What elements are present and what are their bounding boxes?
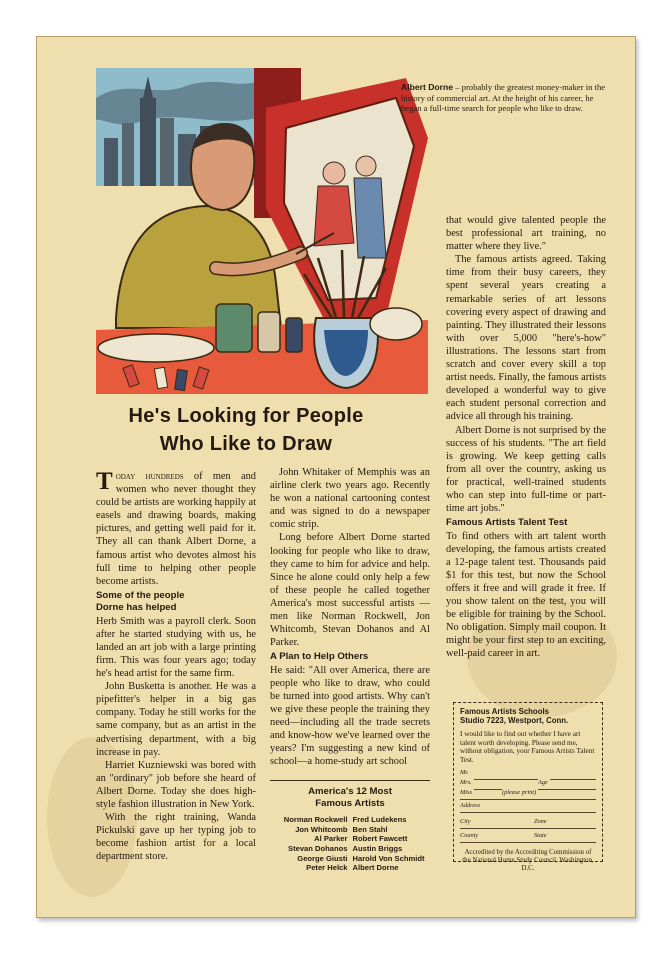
famous-artists-box xyxy=(270,780,430,873)
artists-title-line-2: Famous Artists xyxy=(315,797,385,809)
subheading: Famous Artists Talent Test xyxy=(446,517,568,529)
drop-cap: T xyxy=(96,468,113,495)
artist-name: George Giusti xyxy=(297,853,348,863)
coupon-label-city: City xyxy=(460,816,473,828)
artists-names xyxy=(270,815,430,873)
paragraph: Long before Albert Dorne started looking for people who like to draw, they came to him for advice and help. Since he alone could only help a few of these people he called together America's most successful artists —men like Norman Rockwell, Jon Whitcomb, Stevan Dohanos and Al Parker. xyxy=(270,532,430,649)
coupon-field-miss[interactable] xyxy=(460,790,596,800)
paragraph: Herb Smith was a payroll clerk. Soon after he started studying with us, he landed an art job with a large printing firm. This was four years ago; today he's head artist for the same firm. xyxy=(96,615,256,680)
article-column-1 xyxy=(96,470,256,863)
coupon-label-miss: Miss xyxy=(460,787,474,799)
mail-coupon[interactable] xyxy=(453,702,603,872)
paragraph: that would give talented people the best professional art training, no matter where they live." xyxy=(446,215,606,253)
artist-name: Austin Briggs xyxy=(352,843,403,853)
coupon-label-state: State xyxy=(534,830,549,842)
headline-line-2: Who Like to Draw xyxy=(159,433,333,455)
artists-title-line-1: America's 12 Most xyxy=(308,786,392,797)
coupon-label-mr: Mr. xyxy=(460,767,471,779)
paragraph: The famous artists agreed. Taking time from their busy careers, they spent several years creating a remarkable series of art lessons covering every aspect of drawing and painting. They illustrated their lessons with over 5,000 "here's-how" illustrations. The lessons start from scratch and cover every skill a top artist needs. Finally, the famous artists developed a wonderful way to give each student personal correction and advice all through his training. xyxy=(446,254,606,423)
caption-text: – probably the greatest money-maker in the history of commercial art. At the height of his career, he began a full-time search for people who like to draw. xyxy=(401,82,606,114)
artist-name: Jon Whitcomb xyxy=(295,824,348,834)
artist-name: Al Parker xyxy=(314,834,348,844)
paragraph-text: of men and women who never thought they could be artists are working happily at easels and drawing boards, making pictures, and getting well paid for it. They all can thank Albert Dorne, a famous artist who devotes almost his full time to helping other people become artists. xyxy=(96,471,257,587)
artist-name: Robert Fawcett xyxy=(352,834,408,844)
coupon-label-address: Address xyxy=(460,800,482,812)
coupon-label-age: Age xyxy=(538,777,550,789)
caption-name: Albert Dorne xyxy=(401,82,454,92)
coupon-label-mrs: Mrs. xyxy=(460,777,474,789)
subheading-line-2: Dorne has helped xyxy=(96,602,177,614)
illustration-caption xyxy=(401,82,615,114)
small-caps-lead: oday hundreds xyxy=(115,471,184,482)
artist-name: Stevan Dohanos xyxy=(288,843,348,853)
artists-title xyxy=(270,786,430,809)
coupon-header xyxy=(460,707,596,726)
artist-name: Albert Dorne xyxy=(352,863,399,873)
coupon-form xyxy=(460,770,596,843)
article-column-2 xyxy=(270,466,430,768)
paragraph: To find others with art talent worth developing, the famous artists created a 12-page talent test. Thousands paid $1 for this test, but now the School offers it free and will grade it free. If you show talent on the test, you will be eligible for training by the School. No obligation. Simply mail coupon. It might be your first step to an exciting, well-paid career in art. xyxy=(446,530,606,660)
paragraph: John Busketta is another. He was a pipefitter's helper in a big gas company. Today he still works for the same company, but as an artist in the advertising department, with a big increase in pay. xyxy=(96,681,256,758)
headline-line-1: He's Looking for People xyxy=(128,405,364,427)
artist-name: Norman Rockwell xyxy=(283,815,348,825)
coupon-field-address[interactable] xyxy=(460,800,596,813)
paragraph: John Whitaker of Memphis was an airline clerk two years ago. Recently he won a national cartooning contest and was signed to do a newspaper comic strip. xyxy=(270,467,430,531)
coupon-studio: Studio 7223, Westport, Conn. xyxy=(460,716,569,726)
paragraph: With the right training, Wanda Pickulski gave up her typing job to become fashion artist for a local department store. xyxy=(96,812,256,863)
paragraph: He said: "All over America, there are people who like to draw, who could be turned into good artists. Why can't we give these people the training they need—including all the trade secrets and know-how we've learned over the years? I'm suggesting a new kind of school—a home-study art school xyxy=(270,664,430,768)
coupon-label-zone: Zone xyxy=(534,816,549,828)
artist-name: Fred Ludekens xyxy=(352,815,407,825)
artist-name: Ben Stahl xyxy=(352,824,388,834)
paragraph: Albert Dorne is not surprised by the success of his students. "The art field is growing. We keep getting calls from all over the country, asking us for practical, well-trained students who can step into full-time or part-time art jobs." xyxy=(446,424,606,515)
coupon-body: I would like to find out whether I have art talent worth developing. Please send me, without obligation, your Famous Artists Talent Test. xyxy=(460,729,595,765)
coupon-accreditation: Accredited by the Accrediting Commission of the National Home Study Council, Washington, D.C. xyxy=(462,848,594,872)
coupon-school: Famous Artists Schools xyxy=(460,707,549,716)
subheading-line-1: Some of the people xyxy=(96,589,185,601)
coupon-label-county: County xyxy=(460,830,480,842)
subheading: A Plan to Help Others xyxy=(270,651,369,663)
illustration-artist-at-easel xyxy=(96,68,428,394)
article-column-3 xyxy=(446,214,606,661)
paragraph xyxy=(96,470,256,588)
coupon-field-mr[interactable] xyxy=(460,770,596,780)
subheading xyxy=(96,590,256,615)
coupon-field-city[interactable] xyxy=(460,813,596,829)
headline xyxy=(60,402,432,458)
coupon-label-please-print: (please print) xyxy=(502,787,538,799)
artist-name: Peter Helck xyxy=(306,863,348,873)
artist-name: Harold Von Schmidt xyxy=(352,853,425,863)
coupon-field-county[interactable] xyxy=(460,829,596,843)
paragraph: Harriet Kuzniewski was bored with an "ordinary" job before she heard of Albert Dorne. Today she does high-style fashion illustration in New York. xyxy=(96,759,256,810)
